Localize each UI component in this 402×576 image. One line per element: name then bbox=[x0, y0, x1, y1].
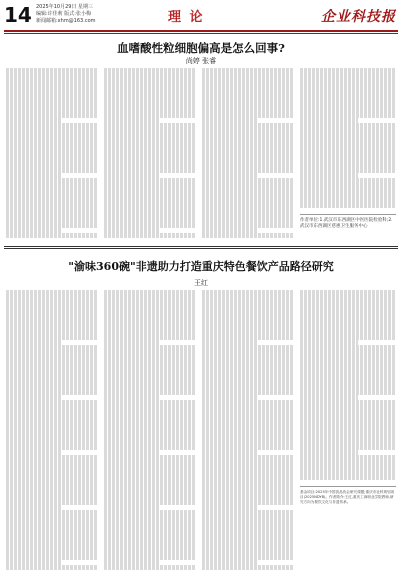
article1-column-1 bbox=[6, 68, 98, 240]
article2-column-1 bbox=[6, 290, 98, 572]
header-date: 2025年10月29日 星期三 bbox=[36, 4, 94, 10]
article-divider-thin bbox=[4, 248, 398, 249]
article2-column-2 bbox=[104, 290, 196, 572]
article2-author: 王红 bbox=[194, 279, 208, 287]
article1-column-2 bbox=[104, 68, 196, 240]
text-line bbox=[202, 565, 294, 570]
header-rule bbox=[4, 30, 398, 32]
funding-note: 基金项目:2025年中国食品协会研究课题;重庆市社科规划项目(2025NDYB)。作者简介:王红,重庆工商职业学院教师,研究方向为餐饮文化与非遗传承。 bbox=[300, 486, 396, 572]
article1-column-4 bbox=[300, 68, 396, 210]
article1-column-3 bbox=[202, 68, 294, 240]
text-line bbox=[300, 475, 396, 480]
header-editor: 编辑:许佳莉 版式:张小梅 bbox=[36, 11, 91, 17]
text-line bbox=[300, 203, 396, 208]
header-meta bbox=[36, 4, 96, 25]
masthead-logo: 企业科技报 bbox=[321, 9, 396, 25]
header-email: 新闻邮箱:xhm@163.com bbox=[36, 18, 96, 24]
page-header bbox=[0, 0, 402, 34]
text-line bbox=[202, 233, 294, 238]
article2-column-4 bbox=[300, 290, 396, 480]
text-line bbox=[104, 565, 196, 570]
author-affiliation-box: 作者单位:1.武汉市东西湖区中医医院检验科;2.武汉市东西湖区慈惠卫生服务中心 bbox=[300, 214, 396, 238]
article2-column-3 bbox=[202, 290, 294, 572]
article-divider bbox=[4, 246, 398, 247]
text-line bbox=[104, 233, 196, 238]
section-title: 理 论 bbox=[168, 10, 205, 25]
article1-authors: 尚婷 张睿 bbox=[185, 57, 217, 65]
page-number: 14 bbox=[4, 3, 32, 27]
article1-title: 血嗜酸性粒细胞偏高是怎么回事? bbox=[117, 41, 285, 55]
article2-title: "渝味360碗"非遗助力打造重庆特色餐饮产品路径研究 bbox=[68, 260, 334, 273]
header-rule-thin bbox=[4, 33, 398, 34]
text-line bbox=[6, 233, 98, 238]
text-line bbox=[6, 565, 98, 570]
